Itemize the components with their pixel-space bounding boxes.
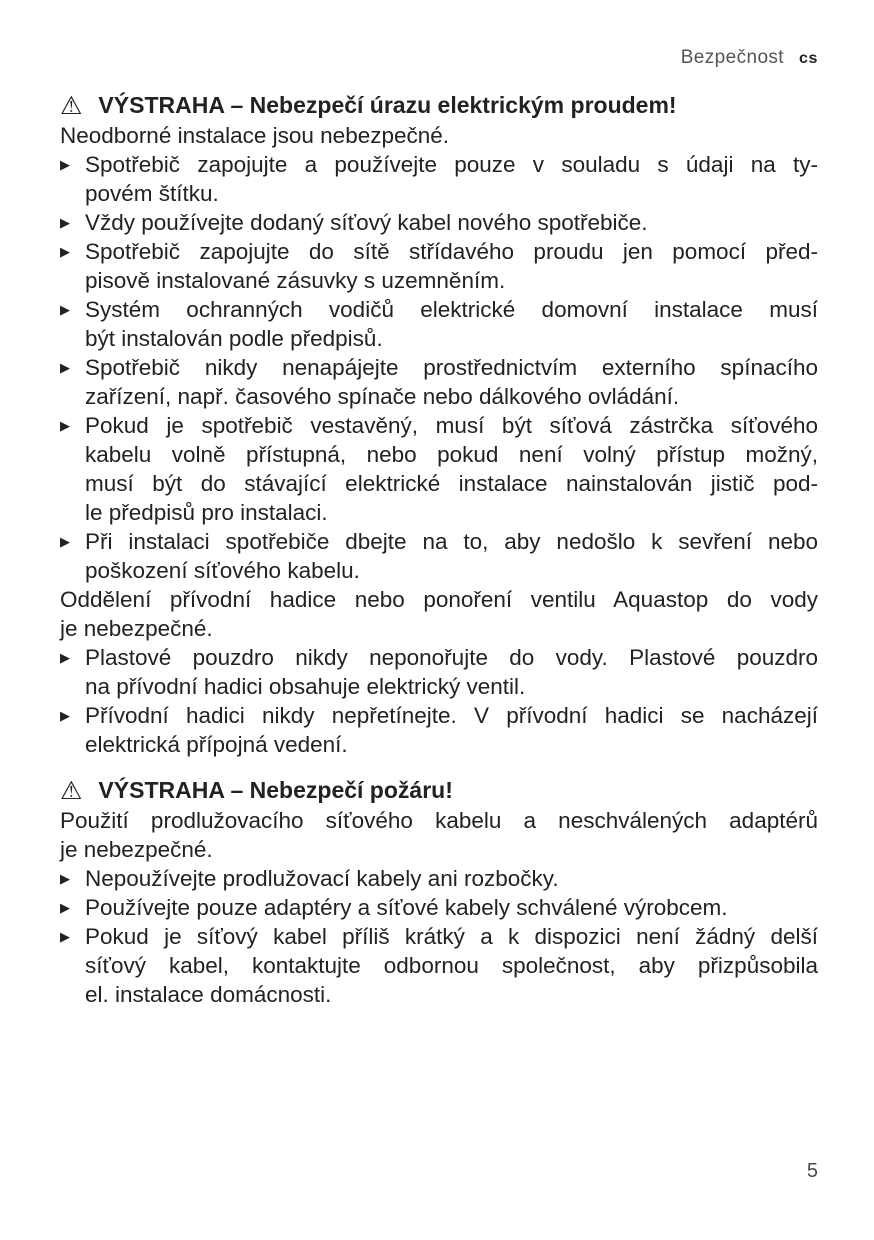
text-line: Neodborné instalace jsou nebezpečné. bbox=[60, 123, 450, 148]
bullet-icon: ▶ bbox=[60, 708, 70, 723]
bullet-icon: ▶ bbox=[60, 418, 70, 433]
bullet-icon: ▶ bbox=[60, 215, 70, 230]
text-line: kabelu volně přístupná, nebo pokud není volný přístup možný, bbox=[85, 442, 818, 467]
list-item bbox=[60, 150, 818, 208]
text-line: na přívodní hadici obsahuje elektrický ventil. bbox=[85, 674, 526, 699]
bullet-icon: ▶ bbox=[60, 900, 70, 915]
text-line: Oddělení přívodní hadice nebo ponoření ventilu Aquastop do vody bbox=[60, 587, 818, 612]
list-item-text bbox=[85, 150, 818, 208]
text-line: Nepoužívejte prodlužovací kabely ani rozbočky. bbox=[85, 866, 559, 891]
text-line: le předpisů pro instalaci. bbox=[85, 500, 328, 525]
page-header bbox=[681, 47, 818, 69]
text-line: je nebezpečné. bbox=[60, 837, 213, 862]
text-line: Spotřebič zapojujte do sítě střídavého proudu jen pomocí před- bbox=[85, 239, 818, 264]
list-item-text bbox=[85, 411, 818, 527]
list-item-text bbox=[85, 864, 818, 893]
list-item bbox=[60, 295, 818, 353]
warning-section-electric-shock bbox=[60, 90, 818, 759]
warning-heading-text: VÝSTRAHA – Nebezpečí úrazu elektrickým proudem! bbox=[98, 92, 677, 118]
text-line: Spotřebič zapojujte a používejte pouze v souladu s údaji na ty- bbox=[85, 152, 818, 177]
list-item-text bbox=[85, 922, 818, 1009]
text-line: je nebezpečné. bbox=[60, 616, 213, 641]
text-line: Při instalaci spotřebiče dbejte na to, aby nedošlo k sevření nebo bbox=[85, 529, 818, 554]
list-item bbox=[60, 643, 818, 701]
list-item bbox=[60, 864, 818, 893]
paragraph bbox=[60, 585, 818, 643]
text-line: být instalován podle předpisů. bbox=[85, 326, 383, 351]
list-item bbox=[60, 237, 818, 295]
paragraph bbox=[60, 121, 818, 150]
warning-heading-text: VÝSTRAHA – Nebezpečí požáru! bbox=[98, 777, 453, 803]
bullet-icon: ▶ bbox=[60, 534, 70, 549]
text-line: Používejte pouze adaptéry a síťové kabely schválené výrobcem. bbox=[85, 895, 728, 920]
list-item-text bbox=[85, 893, 818, 922]
bullet-icon: ▶ bbox=[60, 360, 70, 375]
text-line: musí být do stávající elektrické instalace nainstalován jistič pod- bbox=[85, 471, 818, 496]
paragraph bbox=[60, 806, 818, 864]
page-number: 5 bbox=[806, 1160, 818, 1182]
text-line: síťový kabel, kontaktujte odbornou společnost, aby přizpůsobila bbox=[85, 953, 818, 978]
language-code: cs bbox=[799, 50, 818, 67]
bullet-icon: ▶ bbox=[60, 157, 70, 172]
page-content bbox=[60, 90, 818, 1009]
text-line: el. instalace domácnosti. bbox=[85, 982, 332, 1007]
list-item bbox=[60, 527, 818, 585]
text-line: Pokud je síťový kabel příliš krátký a k dispozici není žádný delší bbox=[85, 924, 818, 949]
text-line: Vždy používejte dodaný síťový kabel nového spotřebiče. bbox=[85, 210, 648, 235]
text-line: Plastové pouzdro nikdy neponořujte do vody. Plastové pouzdro bbox=[85, 645, 818, 670]
list-item-text bbox=[85, 527, 818, 585]
bullet-icon: ▶ bbox=[60, 244, 70, 259]
chapter-title: Bezpečnost bbox=[680, 47, 784, 68]
bullet-icon: ▶ bbox=[60, 871, 70, 886]
warning-heading bbox=[60, 775, 818, 806]
bullet-icon: ▶ bbox=[60, 650, 70, 665]
text-line: elektrická přípojná vedení. bbox=[85, 732, 348, 757]
bullet-icon: ▶ bbox=[60, 302, 70, 317]
text-line: povém štítku. bbox=[85, 181, 219, 206]
list-item-text bbox=[85, 353, 818, 411]
text-line: Pokud je spotřebič vestavěný, musí být síťová zástrčka síťového bbox=[85, 413, 818, 438]
warning-triangle-icon: ⚠ bbox=[60, 777, 83, 805]
text-line: zařízení, např. časového spínače nebo dálkového ovládání. bbox=[85, 384, 680, 409]
text-line: Spotřebič nikdy nenapájejte prostřednictvím externího spínacího bbox=[85, 355, 818, 380]
page-footer bbox=[807, 1160, 818, 1183]
list-item-text bbox=[85, 643, 818, 701]
text-line: Přívodní hadici nikdy nepřetínejte. V přívodní hadici se nacházejí bbox=[85, 703, 818, 728]
text-line: Systém ochranných vodičů elektrické domovní instalace musí bbox=[85, 297, 818, 322]
text-line: poškození síťového kabelu. bbox=[85, 558, 360, 583]
list-item bbox=[60, 922, 818, 1009]
text-line: Použití prodlužovacího síťového kabelu a neschválených adaptérů bbox=[60, 808, 818, 833]
list-item-text bbox=[85, 295, 818, 353]
warning-section-fire bbox=[60, 775, 818, 1009]
list-item bbox=[60, 353, 818, 411]
list-item-text bbox=[85, 701, 818, 759]
list-item bbox=[60, 893, 818, 922]
list-item-text bbox=[85, 237, 818, 295]
text-line: pisově instalované zásuvky s uzemněním. bbox=[85, 268, 506, 293]
list-item-text bbox=[85, 208, 818, 237]
list-item bbox=[60, 411, 818, 527]
bullet-icon: ▶ bbox=[60, 929, 70, 944]
warning-triangle-icon: ⚠ bbox=[60, 92, 83, 120]
list-item bbox=[60, 208, 818, 237]
list-item bbox=[60, 701, 818, 759]
warning-heading bbox=[60, 90, 818, 121]
